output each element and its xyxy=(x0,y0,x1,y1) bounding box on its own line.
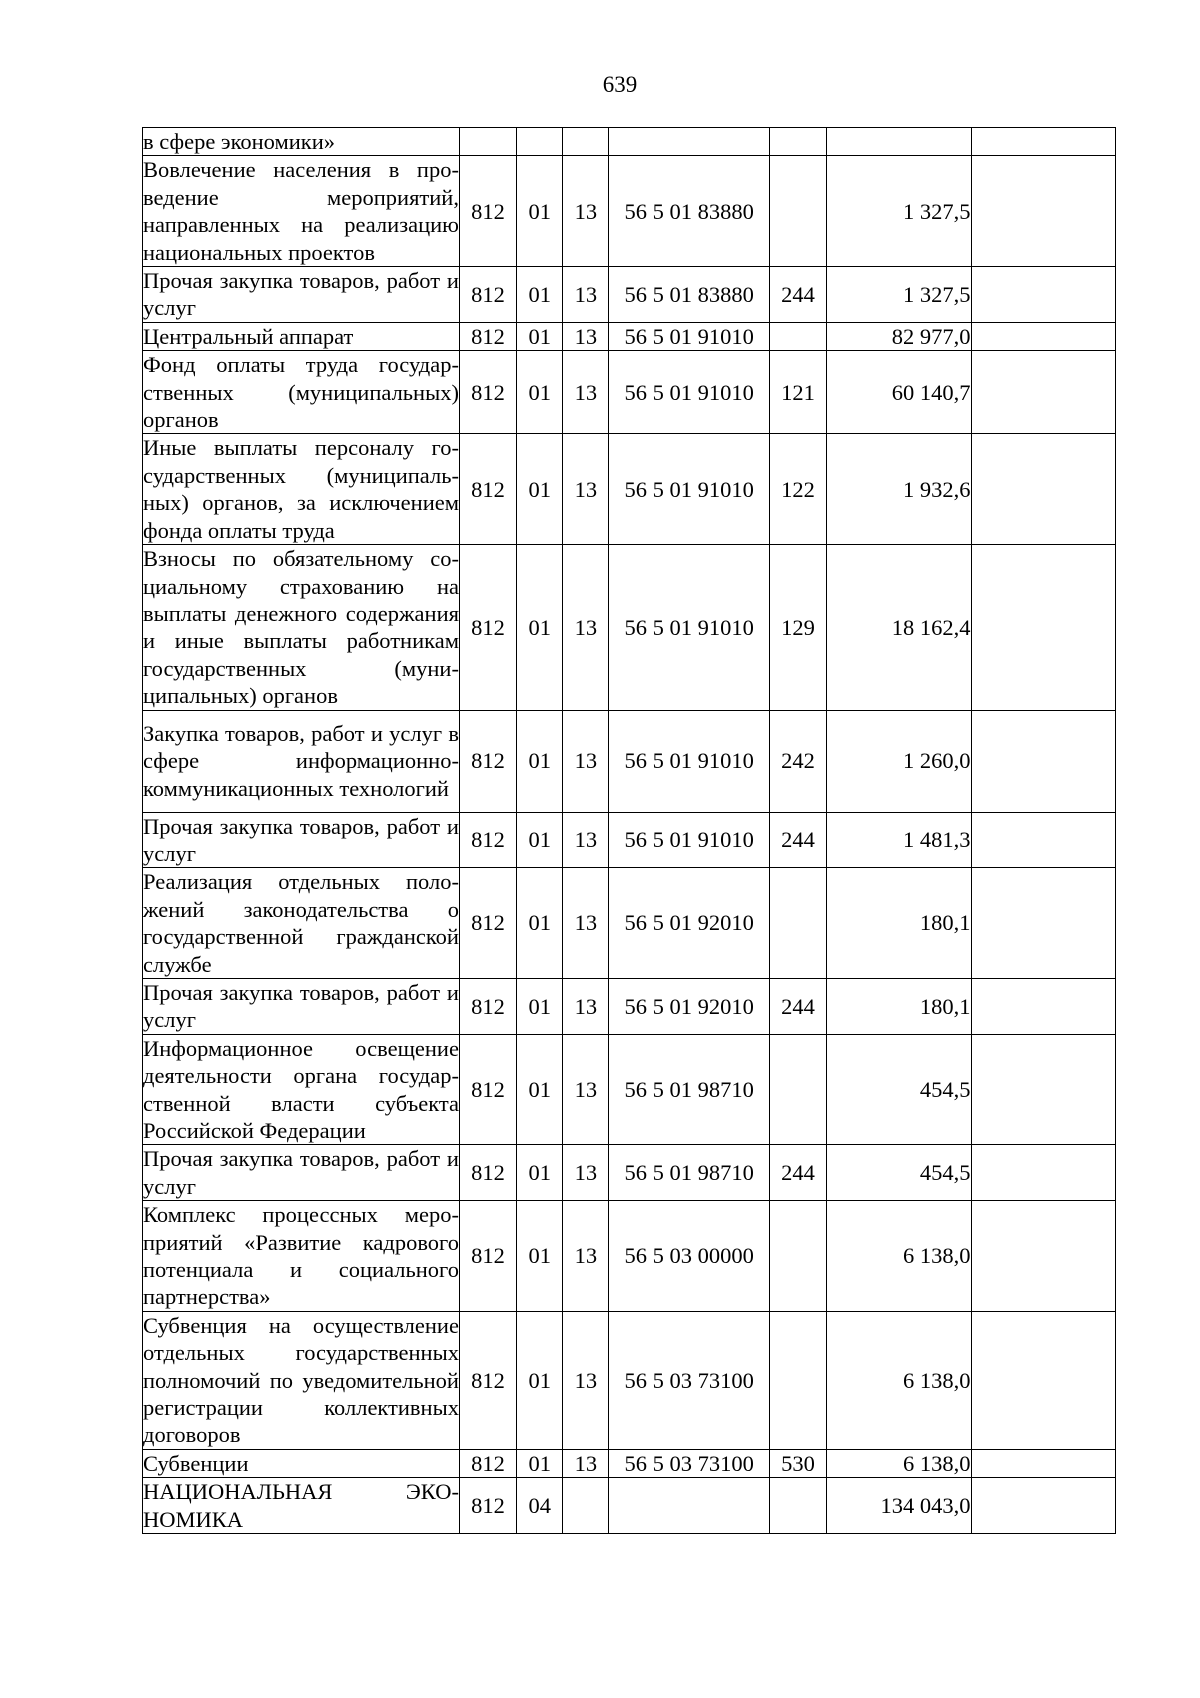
cell-pr: 13 xyxy=(563,868,609,979)
cell-name: Закупка товаров, работ и услуг в сфере информационно-коммуникационных технологий xyxy=(143,710,460,812)
cell-sum: 6 138,0 xyxy=(827,1201,971,1312)
cell-name: НАЦИОНАЛЬНАЯ ЭКОНОМИКА xyxy=(143,1479,459,1532)
cell-sum: 82 977,0 xyxy=(827,322,971,350)
cell-pr: 13 xyxy=(563,545,609,710)
cell-pr xyxy=(563,1478,609,1534)
cell-csr: 56 5 01 83880 xyxy=(609,267,769,323)
cell-pr: 13 xyxy=(563,1145,609,1201)
cell-vr xyxy=(769,156,826,267)
cell-csr: 56 5 01 91010 xyxy=(609,322,769,350)
cell-name: Вовлечение населения в проведение мероприятий, направленных на реализацию национальных проектов xyxy=(143,157,459,265)
cell-pr: 13 xyxy=(563,978,609,1034)
cell-csr xyxy=(609,1478,769,1534)
cell-ved: 812 xyxy=(459,1201,516,1312)
cell-name: Прочая закупка товаров, работ и услуг xyxy=(143,1146,459,1199)
cell-name: Субвенция на осуществление отдельных государственных полномочий по уведомительной регистрации коллективных договоров xyxy=(143,1312,459,1448)
table-row xyxy=(143,351,1116,434)
cell-pr: 13 xyxy=(563,1311,609,1449)
table-row xyxy=(143,978,1116,1034)
cell-rz: 01 xyxy=(517,710,563,812)
table-row xyxy=(143,1449,1116,1477)
cell-extra xyxy=(971,1478,1115,1534)
cell-name: Прочая закупка товаров, работ и услуг xyxy=(143,813,459,866)
cell-ved: 812 xyxy=(459,868,516,979)
cell-ved: 812 xyxy=(459,710,516,812)
table-row xyxy=(143,812,1116,868)
table-row xyxy=(143,156,1116,267)
table-row xyxy=(143,267,1116,323)
cell-ved: 812 xyxy=(459,1034,516,1145)
cell-ved: 812 xyxy=(459,1449,516,1477)
table-row xyxy=(143,1478,1116,1534)
cell-vr: 244 xyxy=(769,978,826,1034)
budget-table xyxy=(142,127,1116,1534)
cell-ved: 812 xyxy=(459,978,516,1034)
cell-ved: 812 xyxy=(459,812,516,868)
cell-csr xyxy=(609,128,769,156)
page-number: 639 xyxy=(602,72,638,97)
cell-vr: 244 xyxy=(769,812,826,868)
cell-extra xyxy=(971,545,1115,710)
cell-rz: 01 xyxy=(517,1145,563,1201)
table-row xyxy=(143,1034,1116,1145)
cell-sum: 6 138,0 xyxy=(827,1449,971,1477)
cell-name: Информационное освещение деятельности органа государственной власти субъекта Российской Федерации xyxy=(143,1035,459,1143)
table-row xyxy=(143,1201,1116,1312)
cell-sum: 1 327,5 xyxy=(827,156,971,267)
cell-sum xyxy=(827,128,971,156)
cell-rz: 01 xyxy=(517,351,563,434)
cell-extra xyxy=(971,1449,1115,1477)
table-body xyxy=(143,128,1116,1534)
cell-csr: 56 5 03 73100 xyxy=(609,1449,769,1477)
cell-pr: 13 xyxy=(563,1449,609,1477)
cell-sum: 454,5 xyxy=(827,1145,971,1201)
cell-csr: 56 5 03 73100 xyxy=(609,1311,769,1449)
cell-csr: 56 5 03 00000 xyxy=(609,1201,769,1312)
table-row xyxy=(143,1145,1116,1201)
cell-extra xyxy=(971,434,1115,545)
cell-pr: 13 xyxy=(563,267,609,323)
cell-rz: 01 xyxy=(517,1311,563,1449)
cell-vr: 530 xyxy=(769,1449,826,1477)
cell-extra xyxy=(971,710,1115,812)
cell-extra xyxy=(971,156,1115,267)
cell-ved: 812 xyxy=(459,1311,516,1449)
cell-pr: 13 xyxy=(563,1034,609,1145)
cell-csr: 56 5 01 92010 xyxy=(609,978,769,1034)
cell-vr xyxy=(769,868,826,979)
cell-rz: 01 xyxy=(517,156,563,267)
cell-rz: 04 xyxy=(517,1478,563,1534)
cell-sum: 18 162,4 xyxy=(827,545,971,710)
cell-name: Иные выплаты персоналу государственных (муниципальных) органов, за исключением фонда оплаты труда xyxy=(143,435,459,543)
cell-extra xyxy=(971,267,1115,323)
cell-pr: 13 xyxy=(563,1201,609,1312)
cell-vr xyxy=(769,322,826,350)
cell-ved: 812 xyxy=(459,322,516,350)
cell-csr: 56 5 01 98710 xyxy=(609,1145,769,1201)
cell-rz: 01 xyxy=(517,1201,563,1312)
cell-ved: 812 xyxy=(459,156,516,267)
cell-vr xyxy=(769,1201,826,1312)
cell-ved: 812 xyxy=(459,267,516,323)
cell-sum: 1 327,5 xyxy=(827,267,971,323)
cell-extra xyxy=(971,322,1115,350)
table-row xyxy=(143,434,1116,545)
cell-sum: 60 140,7 xyxy=(827,351,971,434)
cell-extra xyxy=(971,978,1115,1034)
cell-ved xyxy=(459,128,516,156)
cell-extra xyxy=(971,1201,1115,1312)
table-row xyxy=(143,128,1116,156)
cell-sum: 1 481,3 xyxy=(827,812,971,868)
cell-rz: 01 xyxy=(517,978,563,1034)
cell-vr xyxy=(769,128,826,156)
cell-extra xyxy=(971,351,1115,434)
cell-pr: 13 xyxy=(563,156,609,267)
cell-ved: 812 xyxy=(459,1145,516,1201)
cell-sum: 454,5 xyxy=(827,1034,971,1145)
cell-rz: 01 xyxy=(517,1449,563,1477)
cell-name: Комплекс процессных мероприятий «Развитие кадрового потенциала и социального партнерства» xyxy=(143,1202,459,1310)
cell-extra xyxy=(971,1145,1115,1201)
cell-pr: 13 xyxy=(563,812,609,868)
cell-sum: 1 932,6 xyxy=(827,434,971,545)
cell-sum: 180,1 xyxy=(827,978,971,1034)
cell-rz: 01 xyxy=(517,545,563,710)
cell-extra xyxy=(971,812,1115,868)
cell-sum: 180,1 xyxy=(827,868,971,979)
cell-extra xyxy=(971,1034,1115,1145)
cell-vr: 122 xyxy=(769,434,826,545)
cell-csr: 56 5 01 91010 xyxy=(609,710,769,812)
cell-extra xyxy=(971,868,1115,979)
cell-rz: 01 xyxy=(517,434,563,545)
cell-name: Взносы по обязательному социальному страхованию на выплаты денежного содержания и иные выплаты работникам государственных (муниципальных) органов xyxy=(143,546,459,709)
cell-rz: 01 xyxy=(517,812,563,868)
cell-name: Центральный аппарат xyxy=(143,322,460,350)
cell-ved: 812 xyxy=(459,434,516,545)
cell-vr: 129 xyxy=(769,545,826,710)
cell-csr: 56 5 01 91010 xyxy=(609,812,769,868)
cell-sum: 134 043,0 xyxy=(827,1478,971,1534)
cell-rz: 01 xyxy=(517,322,563,350)
cell-vr xyxy=(769,1478,826,1534)
table-row xyxy=(143,1311,1116,1449)
cell-csr: 56 5 01 91010 xyxy=(609,351,769,434)
cell-name: Прочая закупка товаров, работ и услуг xyxy=(143,268,459,321)
cell-vr: 121 xyxy=(769,351,826,434)
table-row xyxy=(143,710,1116,812)
cell-vr: 244 xyxy=(769,1145,826,1201)
cell-extra xyxy=(971,1311,1115,1449)
cell-csr: 56 5 01 91010 xyxy=(609,545,769,710)
cell-csr: 56 5 01 83880 xyxy=(609,156,769,267)
cell-extra xyxy=(971,128,1115,156)
cell-name: Реализация отдельных положений законодательства о государственной гражданской службе xyxy=(143,869,459,977)
table-row xyxy=(143,545,1116,710)
cell-vr: 244 xyxy=(769,267,826,323)
cell-name: Фонд оплаты труда государственных (муниципальных) органов xyxy=(143,352,459,433)
cell-ved: 812 xyxy=(459,545,516,710)
cell-pr: 13 xyxy=(563,710,609,812)
cell-rz: 01 xyxy=(517,267,563,323)
cell-rz xyxy=(517,128,563,156)
cell-pr: 13 xyxy=(563,434,609,545)
cell-name: в сфере экономики» xyxy=(143,128,460,156)
cell-pr: 13 xyxy=(563,322,609,350)
cell-vr xyxy=(769,1311,826,1449)
table-row xyxy=(143,868,1116,979)
cell-ved: 812 xyxy=(459,1478,516,1534)
cell-rz: 01 xyxy=(517,868,563,979)
cell-vr xyxy=(769,1034,826,1145)
cell-ved: 812 xyxy=(459,351,516,434)
cell-csr: 56 5 01 91010 xyxy=(609,434,769,545)
cell-csr: 56 5 01 92010 xyxy=(609,868,769,979)
cell-rz: 01 xyxy=(517,1034,563,1145)
table-row xyxy=(143,322,1116,350)
cell-pr: 13 xyxy=(563,351,609,434)
cell-pr xyxy=(563,128,609,156)
cell-sum: 6 138,0 xyxy=(827,1311,971,1449)
cell-sum: 1 260,0 xyxy=(827,710,971,812)
cell-vr: 242 xyxy=(769,710,826,812)
cell-name: Субвенции xyxy=(143,1449,460,1477)
cell-name: Прочая закупка товаров, работ и услуг xyxy=(143,979,459,1033)
cell-csr: 56 5 01 98710 xyxy=(609,1034,769,1145)
